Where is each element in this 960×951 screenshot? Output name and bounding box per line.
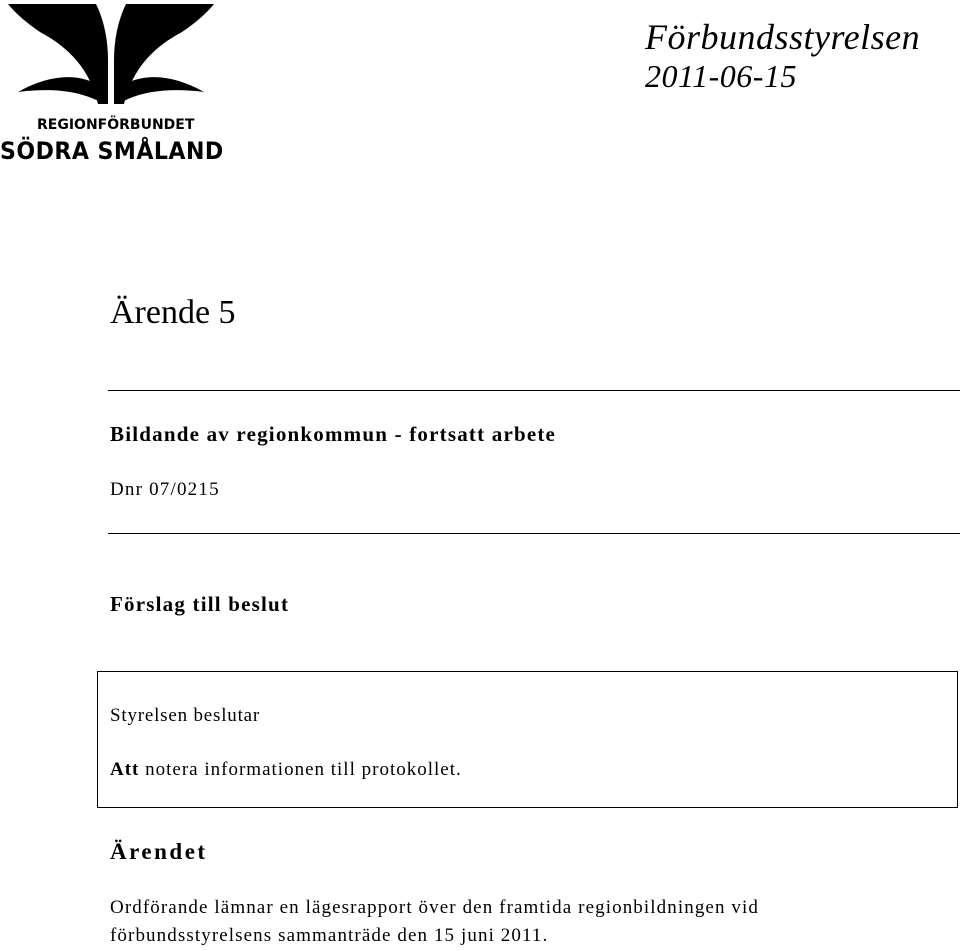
proposal-heading: Förslag till beslut xyxy=(110,592,290,616)
case-number: Ärende 5 xyxy=(110,294,236,331)
logo-text-bottom: SÖDRA SMÅLAND xyxy=(0,137,224,165)
wings-emblem-icon xyxy=(0,0,222,112)
matter-paragraph-line: Ordförande lämnar en lägesrapport över den framtida regionbildningen vid xyxy=(110,897,759,918)
case-dnr: Dnr 07/0215 xyxy=(110,479,220,500)
matter-heading: Ärendet xyxy=(110,839,208,864)
decision-text xyxy=(110,759,462,781)
divider xyxy=(108,533,960,534)
divider xyxy=(108,390,960,391)
logo-text-top: REGIONFÖRBUNDET xyxy=(37,117,195,133)
decision-box xyxy=(97,671,958,808)
case-title: Bildande av regionkommun - fortsatt arbete xyxy=(110,422,557,446)
organization-logo xyxy=(0,0,222,170)
decision-body: notera informationen till protokollet. xyxy=(139,759,462,780)
matter-paragraph-line: förbundsstyrelsens sammanträde den 15 juni 2011. xyxy=(110,925,549,946)
header-date: 2011-06-15 xyxy=(645,58,797,94)
header-organization: Förbundsstyrelsen xyxy=(645,17,921,57)
decision-intro: Styrelsen beslutar xyxy=(110,705,261,726)
att-label: Att xyxy=(110,759,140,780)
